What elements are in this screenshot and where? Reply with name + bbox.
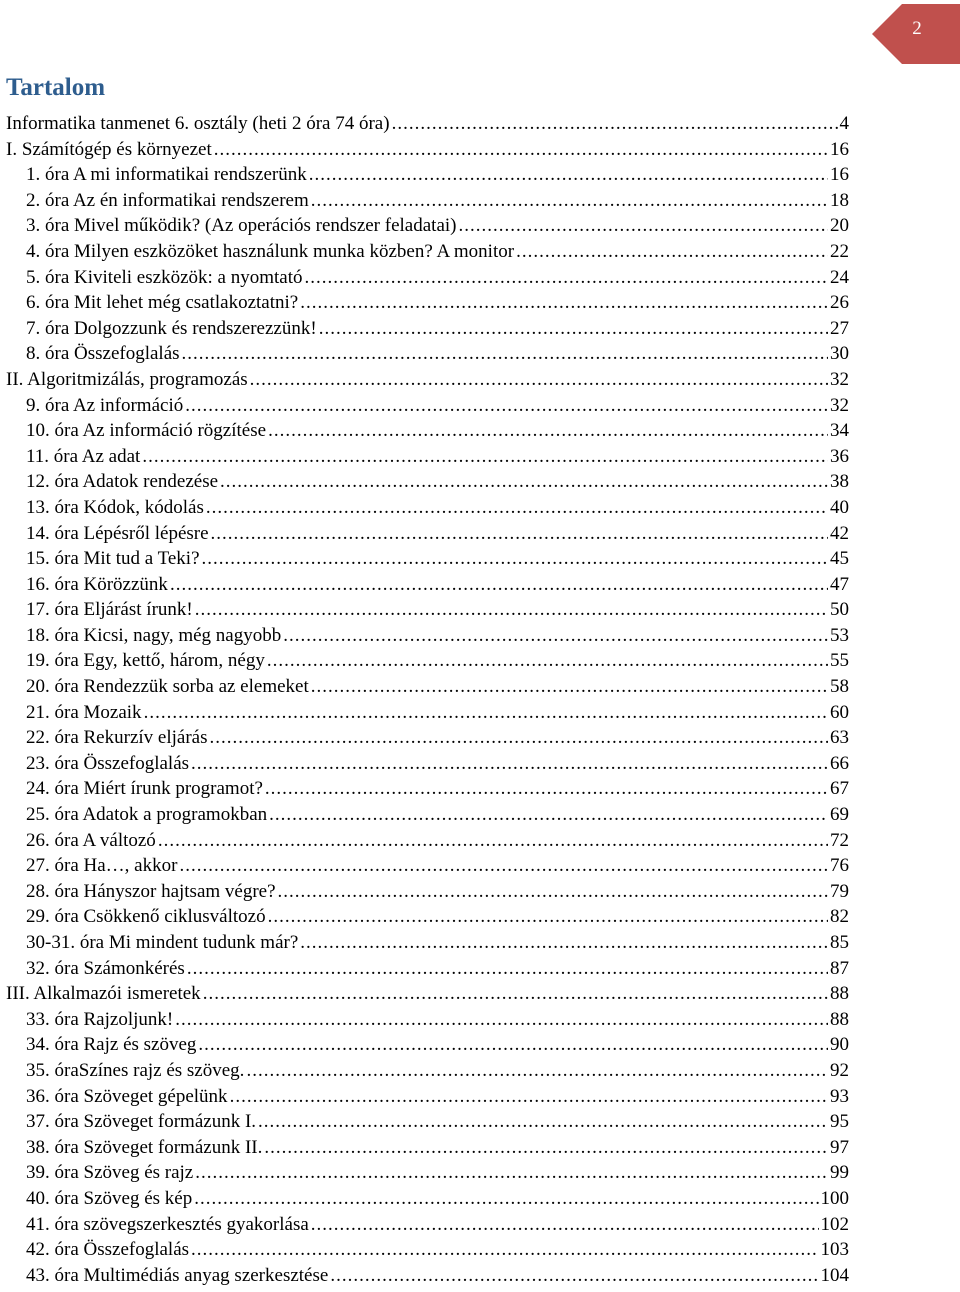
toc-entry[interactable]	[0, 1058, 960, 1084]
toc-entry-page: 88	[830, 983, 849, 1005]
toc-entry-label: 38. óra Szöveget formázunk II.	[26, 1136, 263, 1158]
toc-entry-page: 85	[830, 932, 849, 953]
toc-entry-label: 22. óra Rekurzív eljárás	[26, 727, 208, 749]
toc-entry[interactable]	[0, 1135, 960, 1161]
toc-entry[interactable]	[0, 725, 960, 751]
dot-leader	[268, 904, 828, 930]
dot-leader	[142, 444, 828, 470]
dot-leader	[300, 290, 828, 316]
toc-entry-page: 22	[830, 240, 849, 262]
toc-entry-page: 60	[830, 701, 849, 723]
toc-entry-label: 21. óra Mozaik	[26, 701, 142, 723]
dot-leader	[191, 1237, 818, 1263]
toc-entry[interactable]	[0, 1032, 960, 1058]
toc-entry-label: 14. óra Lépésről lépésre	[26, 522, 209, 544]
toc-entry-page: 99	[830, 1162, 849, 1184]
toc-entry-page: 16	[830, 164, 849, 186]
toc-entry-label: 42. óra Összefoglalás	[26, 1239, 190, 1261]
toc-entry-page: 4	[839, 113, 849, 134]
dot-leader	[202, 546, 828, 572]
dot-leader	[191, 751, 828, 777]
toc-list	[0, 111, 960, 1288]
toc-entry-page: 67	[830, 778, 849, 800]
dot-leader	[175, 1007, 828, 1033]
dot-leader	[304, 265, 828, 291]
toc-entry[interactable]	[0, 1084, 960, 1110]
toc-entry-page: 103	[820, 1239, 849, 1261]
toc-entry[interactable]	[0, 853, 960, 879]
toc-entry-page: 26	[830, 292, 849, 314]
toc-entry-page: 32	[830, 394, 849, 416]
dot-leader	[309, 162, 828, 188]
toc-entry[interactable]	[0, 572, 960, 598]
toc-entry[interactable]	[0, 341, 960, 367]
toc-entry-label: 15. óra Mit tud a Teki?	[26, 548, 200, 570]
toc-entry-label: 34. óra Rajz és szöveg	[26, 1034, 197, 1056]
toc-entry-page: 45	[830, 548, 849, 570]
dot-leader	[278, 879, 828, 905]
toc-entry-page: 34	[830, 420, 849, 442]
dot-leader	[170, 572, 828, 598]
toc-entry[interactable]	[0, 546, 960, 572]
toc-entry-page: 93	[830, 1085, 849, 1107]
toc-entry[interactable]	[0, 418, 960, 444]
toc-entry-label: 8. óra Összefoglalás	[26, 343, 180, 365]
toc-entry[interactable]	[0, 265, 960, 291]
dot-leader	[144, 700, 828, 726]
toc-entry[interactable]	[0, 290, 960, 316]
toc-entry-page: 36	[830, 445, 849, 467]
dot-leader	[158, 828, 828, 854]
dot-leader	[269, 802, 828, 828]
toc-entry-label: 40. óra Szöveg és kép	[26, 1187, 193, 1209]
dot-leader	[265, 776, 828, 802]
dot-leader	[258, 1109, 828, 1135]
dot-leader	[230, 1084, 828, 1110]
dot-leader	[203, 981, 828, 1007]
toc-entry[interactable]	[0, 495, 960, 521]
toc-entry[interactable]	[0, 700, 960, 726]
toc-entry-page: 95	[830, 1111, 849, 1133]
toc-entry-label: 30-31. óra Mi mindent tudunk már?	[26, 932, 299, 953]
toc-entry-page: 79	[830, 880, 849, 902]
toc-entry-label: 1. óra A mi informatikai rendszerünk	[26, 164, 307, 186]
toc-entry-page: 104	[820, 1264, 849, 1286]
toc-entry-label: 19. óra Egy, kettő, három, négy	[26, 650, 265, 672]
toc-entry[interactable]	[0, 137, 960, 163]
dot-leader	[185, 393, 828, 419]
toc-entry[interactable]	[0, 239, 960, 265]
dot-leader	[206, 495, 828, 521]
toc-entry-page: 66	[830, 752, 849, 774]
toc-entry-label: 24. óra Miért írunk programot?	[26, 778, 263, 800]
toc-entry[interactable]	[0, 1212, 960, 1238]
toc-entry[interactable]	[0, 393, 960, 419]
toc-entry-page: 27	[830, 317, 849, 339]
toc-entry[interactable]	[0, 1160, 960, 1186]
toc-entry[interactable]	[0, 828, 960, 854]
toc-entry[interactable]	[0, 597, 960, 623]
dot-leader	[198, 1032, 828, 1058]
toc-entry[interactable]	[0, 1007, 960, 1033]
dot-leader	[187, 956, 828, 982]
toc-entry[interactable]	[0, 802, 960, 828]
toc-entry[interactable]	[0, 444, 960, 470]
toc-entry-label: 26. óra A változó	[26, 829, 156, 851]
toc-entry-page: 87	[830, 957, 849, 979]
toc-entry-label: 32. óra Számonkérés	[26, 957, 185, 979]
dot-leader	[268, 418, 828, 444]
toc-entry-label: 29. óra Csökkenő ciklusváltozó	[26, 906, 266, 928]
toc-entry-page: 42	[830, 522, 849, 544]
toc-entry-page: 92	[830, 1059, 849, 1081]
toc-entry-label: 11. óra Az adat	[26, 445, 141, 467]
toc-entry-page: 18	[830, 189, 849, 211]
toc-entry-label: 36. óra Szöveget gépelünk	[26, 1085, 228, 1107]
toc-entry-label: II. Algoritmizálás, programozás	[6, 368, 248, 390]
toc-entry-label: 20. óra Rendezzük sorba az elemeket	[26, 676, 309, 698]
toc-entry[interactable]	[0, 1109, 960, 1135]
toc-entry-page: 82	[830, 906, 849, 928]
toc-entry-page: 20	[830, 215, 849, 237]
dot-leader	[209, 725, 828, 751]
dot-leader	[311, 188, 828, 214]
toc-entry-label: 41. óra szövegszerkesztés gyakorlása	[26, 1213, 309, 1235]
toc-entry-page: 50	[830, 599, 849, 621]
toc-entry-label: 17. óra Eljárást írunk!	[26, 599, 193, 621]
dot-leader	[250, 367, 828, 393]
toc-entry-page: 40	[830, 496, 849, 518]
dot-leader	[179, 853, 828, 879]
toc-entry-page: 47	[830, 573, 849, 595]
toc-entry-label: III. Alkalmazói ismeretek	[6, 983, 201, 1005]
toc-entry-label: 7. óra Dolgozzunk és rendszerezzünk!	[26, 317, 317, 339]
toc-entry-page: 55	[830, 650, 849, 672]
toc-entry-label: 5. óra Kiviteli eszközök: a nyomtató	[26, 266, 303, 288]
toc-entry-label: 6. óra Mit lehet még csatlakoztatni?	[26, 292, 299, 314]
dot-leader	[459, 213, 829, 239]
toc-entry[interactable]	[0, 1263, 960, 1289]
toc-entry-page: 90	[830, 1034, 849, 1056]
toc-entry-label: I. Számítógép és környezet	[6, 138, 212, 160]
toc-entry-label: 23. óra Összefoglalás	[26, 752, 190, 774]
dot-leader	[214, 137, 828, 163]
toc-entry-label: 9. óra Az információ	[26, 394, 184, 416]
toc-entry-page: 63	[830, 727, 849, 749]
toc-entry-page: 30	[830, 343, 849, 365]
toc-entry-label: 27. óra Ha…, akkor	[26, 855, 178, 877]
toc-entry-label: 33. óra Rajzoljunk!	[26, 1008, 174, 1030]
toc-entry-page: 16	[830, 138, 849, 160]
dot-leader	[300, 930, 828, 956]
toc-entry-label: 43. óra Multimédiás anyag szerkesztése	[26, 1264, 329, 1286]
toc-entry[interactable]	[0, 623, 960, 649]
dot-leader	[194, 1186, 818, 1212]
toc-entry-label: 2. óra Az én informatikai rendszerem	[26, 189, 309, 211]
toc-entry-page: 53	[830, 624, 849, 646]
toc-entry[interactable]	[0, 111, 960, 137]
dot-leader	[330, 1263, 818, 1289]
toc-entry[interactable]	[0, 751, 960, 777]
toc-entry[interactable]	[0, 776, 960, 802]
toc-entry-page: 88	[830, 1008, 849, 1030]
toc-entry[interactable]	[0, 674, 960, 700]
dot-leader	[182, 341, 828, 367]
toc-entry[interactable]	[0, 469, 960, 495]
dot-leader	[195, 1160, 828, 1186]
toc-entry-page: 102	[820, 1213, 849, 1235]
page-number: 2	[912, 18, 922, 39]
toc-entry[interactable]	[0, 981, 960, 1007]
toc-entry-label: 10. óra Az információ rögzítése	[26, 420, 267, 442]
toc-title: Tartalom	[6, 74, 106, 101]
toc-entry-label: 25. óra Adatok a programokban	[26, 804, 268, 826]
toc-entry-label: 35. óraSzínes rajz és szöveg.	[26, 1059, 245, 1081]
toc-entry-page: 38	[830, 471, 849, 493]
toc-entry[interactable]	[0, 930, 960, 956]
dot-leader	[283, 623, 828, 649]
dot-leader	[319, 316, 828, 342]
toc-entry-label: 12. óra Adatok rendezése	[26, 471, 219, 493]
toc-entry-page: 69	[830, 804, 849, 826]
dot-leader	[246, 1058, 828, 1084]
toc-entry-label: 13. óra Kódok, kódolás	[26, 496, 204, 518]
dot-leader	[516, 239, 828, 265]
toc-entry[interactable]	[0, 879, 960, 905]
toc-entry-page: 32	[830, 368, 849, 390]
toc-entry[interactable]	[0, 648, 960, 674]
toc-entry-label: 4. óra Milyen eszközöket használunk munka közben? A monitor	[26, 240, 515, 262]
toc-entry-page: 76	[830, 855, 849, 877]
toc-entry[interactable]	[0, 316, 960, 342]
dot-leader	[211, 521, 828, 547]
dot-leader	[311, 674, 828, 700]
toc-entry-label: 16. óra Körözzünk	[26, 573, 168, 595]
toc-entry[interactable]	[0, 956, 960, 982]
toc-entry-label: 28. óra Hányszor hajtsam végre?	[26, 880, 276, 902]
toc-entry[interactable]	[0, 904, 960, 930]
dot-leader	[264, 1135, 828, 1161]
toc-entry-page: 58	[830, 676, 849, 698]
dot-leader	[311, 1212, 819, 1238]
toc-entry-label: Informatika tanmenet 6. osztály (heti 2 óra 74 óra)	[6, 113, 390, 134]
dot-leader	[195, 597, 828, 623]
toc-entry-label: 39. óra Szöveg és rajz	[26, 1162, 194, 1184]
toc-entry[interactable]	[0, 521, 960, 547]
toc-entry-label: 3. óra Mivel működik? (Az operációs rendszer feladatai)	[26, 215, 457, 237]
toc-entry-label: 18. óra Kicsi, nagy, még nagyobb	[26, 624, 282, 646]
toc-entry[interactable]	[0, 162, 960, 188]
toc-entry-page: 24	[830, 266, 849, 288]
dot-leader	[267, 648, 828, 674]
toc-entry[interactable]	[0, 188, 960, 214]
dot-leader	[392, 111, 838, 137]
toc-entry[interactable]	[0, 213, 960, 239]
toc-entry-page: 97	[830, 1136, 849, 1158]
toc-entry[interactable]	[0, 367, 960, 393]
toc-entry-page: 72	[830, 829, 849, 851]
toc-entry[interactable]	[0, 1186, 960, 1212]
toc-entry-page: 100	[820, 1187, 849, 1209]
dot-leader	[220, 469, 828, 495]
toc-entry-label: 37. óra Szöveget formázunk I.	[26, 1111, 257, 1133]
toc-entry[interactable]	[0, 1237, 960, 1263]
